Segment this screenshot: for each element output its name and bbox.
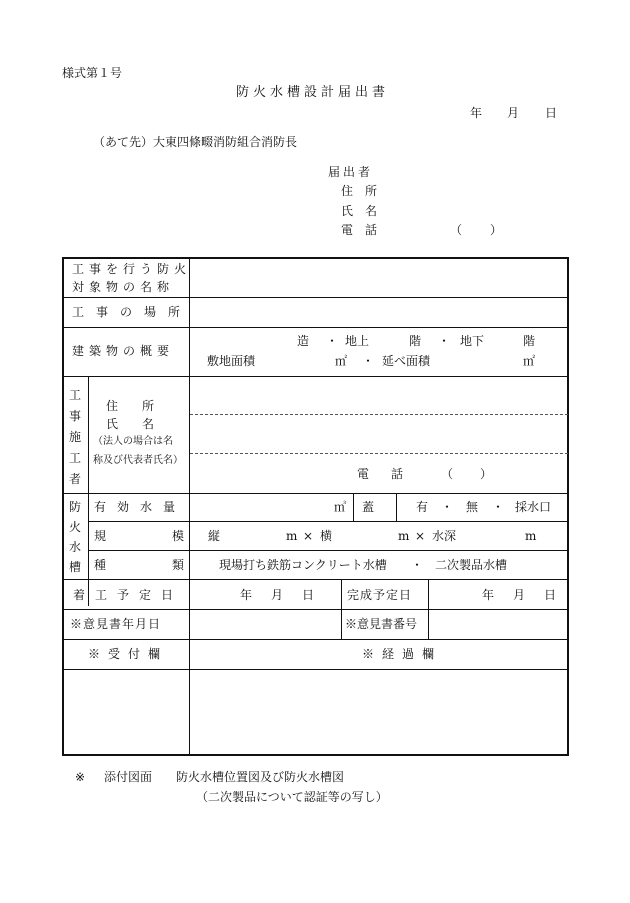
opinion-number-label: ※意見書番号: [345, 617, 418, 631]
completion-month: 月: [513, 588, 526, 602]
applicant-phone-paren-close: ）: [490, 223, 503, 237]
building-overview-label: 建築物の概要: [72, 344, 175, 358]
start-month: 月: [271, 588, 284, 602]
lid-label: 蓋: [362, 500, 375, 514]
contractor-phone-label: 電 話: [357, 467, 409, 481]
progress-column-label: ※経過欄: [362, 647, 443, 661]
contractor-v5: 者: [69, 472, 82, 486]
dashed-divider: [190, 414, 568, 415]
divider: [63, 376, 568, 377]
location-label: 工事の場所: [72, 305, 193, 319]
divider: [63, 639, 568, 640]
dim-yoko: 横: [320, 529, 333, 543]
start-year: 年: [240, 588, 253, 602]
footer-mark: ※: [75, 770, 86, 784]
tank-v1: 防: [69, 500, 82, 514]
contractor-v1: 工: [69, 388, 82, 402]
opinion-date-field[interactable]: [191, 611, 340, 638]
tank-v3: 水: [69, 540, 82, 554]
structure-kai-below: 階: [523, 334, 536, 348]
divider: [63, 327, 568, 328]
structure-chijo: 地上: [345, 334, 370, 348]
site-area-label: 敷地面積: [207, 354, 256, 368]
scale-label: 規 模: [94, 529, 199, 543]
floor-area-unit: ㎡: [523, 354, 536, 368]
applicant-name-label: 氏 名: [341, 204, 378, 218]
structure-kai-above: 階: [409, 334, 422, 348]
opinion-date-label: ※意見書年月日: [70, 617, 162, 631]
structure-dot: ・: [438, 334, 451, 348]
date-year-label: 年: [470, 106, 483, 120]
target-name-label-line2: 対象物の名称: [72, 280, 175, 294]
site-area-unit: ㎡: [335, 354, 348, 368]
lid-option-dot: ・: [492, 500, 505, 514]
lid-option-dot: ・: [441, 500, 454, 514]
contractor-v2: 事: [69, 409, 82, 423]
reception-column-label: ※受付欄: [88, 647, 169, 661]
contractor-note-line1: （法人の場合は名: [93, 436, 173, 447]
contractor-v4: 工: [69, 451, 82, 465]
date-day-label: 日: [545, 106, 558, 120]
structure-chika: 地下: [460, 334, 485, 348]
opinion-number-field[interactable]: [430, 611, 567, 638]
attachments-label: 添付図面: [104, 770, 153, 784]
contractor-address-field[interactable]: [191, 378, 567, 413]
applicant-phone-paren-open: （: [450, 223, 463, 237]
type-precast: 二次製品水槽: [435, 558, 508, 572]
applicant-phone-label: 電 話: [341, 223, 378, 237]
dim-m: m: [398, 529, 410, 543]
capacity-unit: ㎥: [334, 500, 347, 514]
completion-year: 年: [482, 588, 495, 602]
divider: [189, 258, 190, 755]
contractor-note-line2: 称及び代表者氏名）: [93, 455, 183, 466]
dim-m: m: [525, 529, 537, 543]
start-day: 日: [302, 588, 315, 602]
divider: [88, 550, 568, 551]
completion-date-label: 完成予定日: [347, 588, 413, 602]
reception-area: [64, 671, 188, 754]
attachments-note: （二次製品について認証等の写し）: [196, 790, 388, 804]
capacity-label: 有効水量: [94, 500, 187, 514]
dim-x: ×: [303, 529, 314, 543]
dashed-divider: [190, 453, 568, 454]
type-cast-in-place: 現場打ち鉄筋コンクリート水槽: [219, 558, 387, 572]
applicant-address-label: 住 所: [341, 184, 378, 198]
type-label: 種 類: [94, 558, 199, 572]
addressee: （あて先）大東四條畷消防組合消防長: [93, 135, 298, 149]
dim-depth: 水深: [432, 529, 457, 543]
location-field[interactable]: [191, 299, 567, 326]
divider: [63, 297, 568, 298]
dim-m: m: [286, 529, 298, 543]
area-dot: ・: [362, 354, 375, 368]
completion-day: 日: [544, 588, 557, 602]
contractor-v3: 施: [69, 430, 82, 444]
tank-v4: 槽: [69, 560, 82, 574]
type-dot: ・: [411, 558, 424, 572]
contractor-name-field[interactable]: [191, 416, 567, 452]
form-number: 様式第１号: [62, 66, 123, 80]
divider: [63, 493, 568, 494]
lid-option-no: 無: [466, 500, 479, 514]
structure-dot: ・: [326, 334, 339, 348]
progress-area: [191, 671, 567, 754]
start-date-label: 着工予定日: [73, 588, 184, 602]
contractor-phone-paren-close: ）: [480, 467, 493, 481]
structure-zo: 造: [297, 334, 310, 348]
dim-x: ×: [415, 529, 426, 543]
divider: [353, 493, 354, 521]
target-name-label-line1: 工事を行う防火: [72, 262, 192, 276]
applicant-label: 届出者: [328, 165, 374, 179]
contractor-address-label: 住 所: [106, 399, 155, 413]
divider: [63, 669, 568, 670]
divider: [396, 493, 397, 521]
divider: [63, 609, 568, 610]
lid-option-yes: 有: [416, 500, 429, 514]
attachments-list: 防火水槽位置図及び防火水槽図: [176, 770, 345, 784]
divider: [88, 521, 568, 522]
tank-v2: 火: [69, 520, 82, 534]
dim-tate: 縦: [208, 529, 221, 543]
floor-area-label: 延べ面積: [382, 354, 431, 368]
contractor-name-label: 氏 名: [106, 417, 155, 431]
contractor-phone-paren-open: （: [441, 467, 454, 481]
target-name-field[interactable]: [191, 259, 567, 296]
divider: [88, 377, 89, 606]
lid-option-intake: 採水口: [515, 500, 552, 514]
document-title: 防火水槽設計届出書: [236, 85, 390, 100]
date-month-label: 月: [507, 106, 520, 120]
divider: [63, 579, 568, 580]
